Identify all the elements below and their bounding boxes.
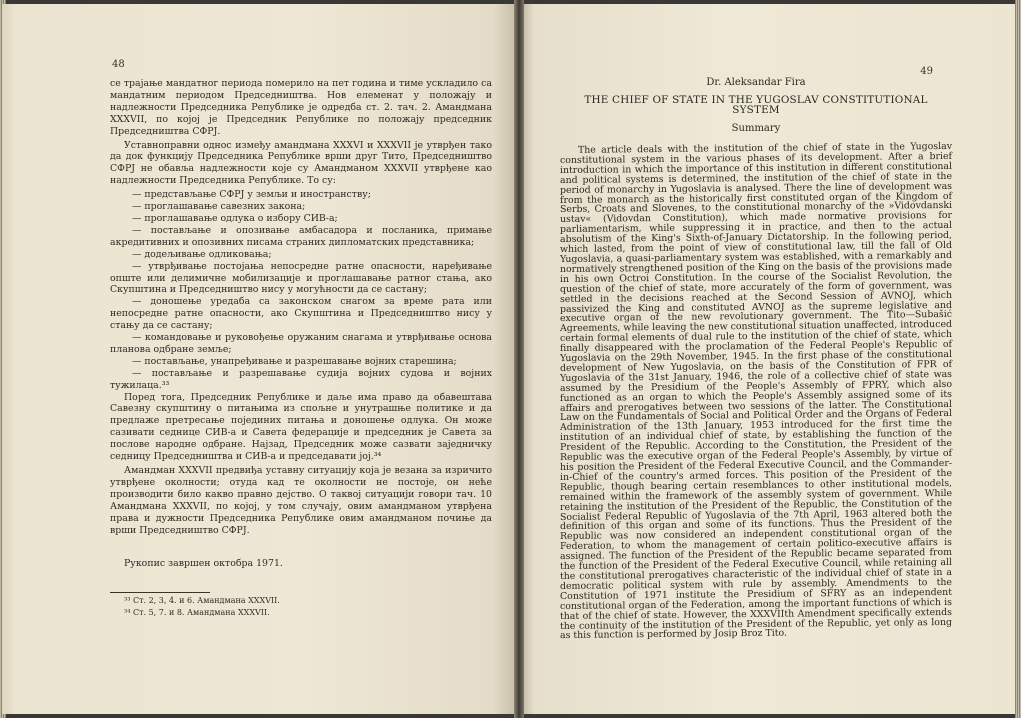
paragraph: се трајање мандатног периода померило на пет година и тиме ускладило са мандатним периодом Председништва. Нов елеменат у положају и надлежности Председника Републике је одредба ст. 2. тач. 2. Амандмана XXXVII, по којој је Председник Републике по положају председник Председништва СФРЈ.	[110, 78, 492, 137]
paragraph: Амандман XXXVII предвиђа уставну ситуацију која је везана за изричито утврђене околности; отуда кад те околности не постоје, он нeће производити било какво правно дејство. О таквој ситуацији говори тач. 10 Амандмана XXXVII, по којој, у том случају, овим амандманом утврђена права и дужности Председника Републике овим амандманом почиње да врши Председништво СФРЈ.	[110, 465, 492, 536]
right-page-text	[560, 78, 952, 641]
footnote: ³⁴ Ст. 5, 7. и 8. Амандмана XXXVII.	[124, 608, 270, 618]
footnote-rule	[110, 592, 210, 593]
footnote: ³³ Ст. 2, 3, 4. и 6. Амандмана XXXVII.	[124, 596, 280, 606]
list-item: — проглашавање савезних закона;	[110, 201, 492, 213]
paragraph: Уставноправни однос између амандмана XXXVI и XXXVII је утврђен тако да док функцију Председника Републике врши друг Тито, Председништво СФРЈ не обавља надлежности које су Амандманом XXXVII утврђене као надлежности Председника Републике. То су:	[110, 139, 492, 187]
list-item: — постављање и разрешавање судија војних судова и војних тужилаца.³³	[110, 368, 492, 392]
list-item: — представљање СФРЈ у земљи и иностранству;	[110, 189, 492, 201]
left-page	[2, 4, 514, 714]
page-stack-right	[1015, 0, 1021, 718]
list-item: — додељивање одликовања;	[110, 249, 492, 261]
list-item: — утврђивање постојања непосредне ратне опасности, наређивање опште или делимичне мобилизације и проглашавање ратног стања, ако Скупштина и Председништво нису у могућности да се састану;	[110, 261, 492, 297]
page-number-right: 49	[920, 66, 933, 77]
page-number-left: 48	[112, 59, 125, 70]
author-name: Dr. Aleksandar Fira	[706, 77, 806, 88]
list-item: — постављање, унапређивање и разрешавање војних старешина;	[110, 356, 492, 368]
powers-list	[110, 189, 492, 391]
paragraph: Поред тога, Председник Републике и даље има право да обавештава Савезну скупштину о питањима из спољне и унутрашње политике и да предлаже претресање појединих питања и доношење одлука. Он може сазивати седнице СИВ-а и Савета федерације и председник је Савета за послове народне одбране. Најзад, Председник може сазвати заједничку седницу Председништва и СИВ-а и председавати јој.³⁴	[110, 391, 492, 463]
section-heading: Summary	[731, 122, 781, 134]
summary-body: The article deals with the institution of the chief of state in the Yugoslav constitutional system in the various phases of its development. After a brief introduction in which the importance of this institution in different constitutional and political systems is determined, the institution of the chief of state in the period of monarchy in Yugoslavia is analysed. There the line of development was from the monarch as the historically first constituted organ of the Kingdom of Serbs, Croats and Slovenes, to the constitutional monarchy of the »Vidovdanski ustav« (Vidovdan Constitution), which made normative provisions for parliamentarism, while suppressing it in practice, and then to the actual absolutism of the King's Sixth-of-January Dictatorship. In the following period, which lasted, from the point of view of constitutional law, till the fall of Old Yugoslavia, a quasi-parliamentary system was established, with a remarkably and normatively strengthened position of the King on the basis of the provisions made in his own Octroi Constitution. In the course of the Socialist Revolution, the question of the chief of state, more accurately of the form of government, was settled in the decisions reached at the Second Session of AVNOJ, which passivized the King and constituted AVNOJ as the supreme legislative and executive organ of the new revolutionary government. The Tito—Subašić Agreements, while leaving the new constitutional situation unaffected, introduced certain formal elements of dual rule to the institution of the chief of state, which finally disappeared with the proclamation of the Federal People's Republic of Yugoslavia on the 29th November, 1945. In the first phase of the constitutional development of New Yugoslavia, on the basis of the Constitution of FPR of Yugoslavia of the 31st January, 1946, the role of a collective chief of state was assumed by the Presidium of the People's Assembly of FPRY, which also functioned as an organ to which the People's Assembly assigned some of its affairs and prerogatives between two sessions of the latter. The Constitutional Law on the Fundamentals of Social and Political Order and the Organs of Federal Administration of the 13th January, 1953 introduced for the first time the institution of an individual chief of state, by establishing the function of the President of the Republic. According to the Constitution, the President of the Republic was the executive organ of the Federal People's Assembly, by virtue of his position the President of the Federal Executive Council, and the Commander-in-Chief of the country's armed forces. This position of the President of the Republic, though bearing certain resemblances to other institutional models, remained within the framework of the assembly system of government. While retaining the institution of the President of the Republic, the Constitution of the Socialist Federal Republic of Yugoslavia of the 7th April, 1963 altered both the definition of this organ and some of its functions. Thus the President of the Republic was now considered an independent constitutional organ of the Federation, to whom the management of certain politico-executive affairs is assigned. The function of the President of the Republic became separated from the function of the President of the Federal Executive Council, while retaining all the constitutional prerogatives characteristic of the individual chief of state in a democratic political system with rule by assembly. Amendments to the Constitution of 1971 institute the Presidium of SFRY as an independent constitutional organ of the Federation, among the important functions of which is that of the chief of state. However, the XXXVIIth Amendment specifically extends the continuity of the institution of the President of the Republic, yet only as long as this function is performed by Josip Broz Tito.	[560, 140, 952, 642]
article-title: THE CHIEF OF STATE IN THE YUGOSLAV CONSTITUTIONAL SYSTEM	[584, 93, 928, 116]
list-item: — проглашавање одлука о избору СИВ-а;	[110, 213, 492, 225]
manuscript-date: Рукопис завршен октобра 1971.	[124, 558, 283, 570]
list-item: — доношење уредаба са законском снагом за време рата или непосредне ратне опасности, ако Скупштина и Председништво нису у стању да се састану;	[110, 296, 492, 332]
list-item: — постављање и опозивање амбасадора и посланика, примање акредитивних и опозивних писама страних дипломатских представника;	[110, 225, 492, 249]
book-gutter	[514, 0, 524, 718]
list-item: — командовање и руковођење оружаним снагама и утврђивање основа планова одбране земље;	[110, 332, 492, 356]
left-page-text	[110, 78, 492, 620]
